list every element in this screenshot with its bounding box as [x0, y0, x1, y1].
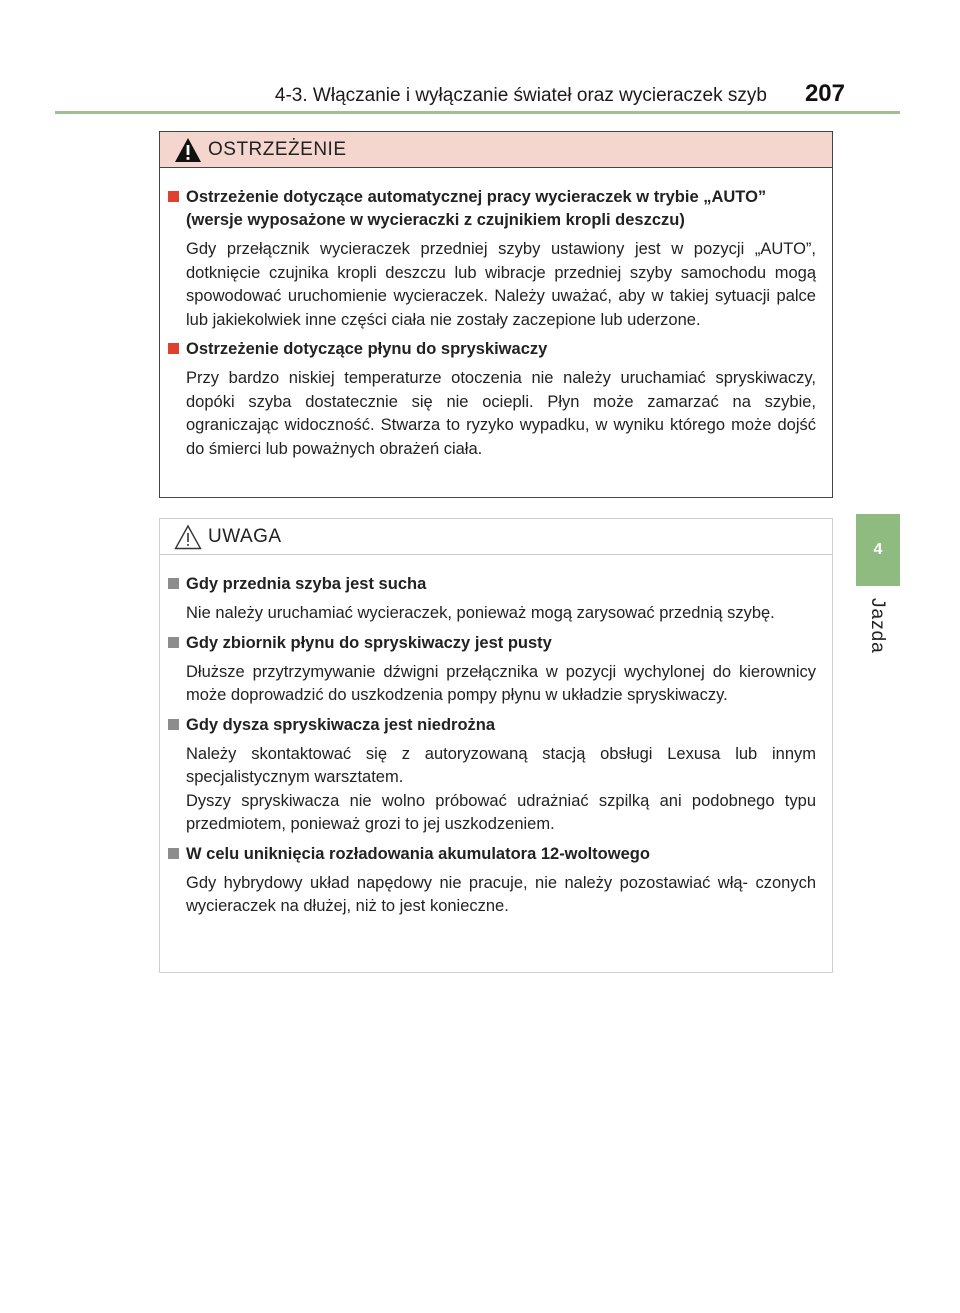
note-item-title: Gdy zbiornik płynu do spryskiwaczy jest pusty: [168, 632, 816, 655]
warning-item-title: Ostrzeżenie dotyczące płynu do spryskiwaczy: [168, 338, 816, 361]
page-header: [0, 80, 845, 108]
gray-square-icon: [168, 719, 179, 730]
warning-header: [160, 132, 832, 168]
gray-square-icon: [168, 578, 179, 589]
note-item-title: Gdy dysza spryskiwacza jest niedrożna: [168, 714, 816, 737]
caution-triangle-icon: [174, 524, 202, 550]
note-item-text: Nie należy uruchamiać wycieraczek, ponieważ mogą zarysować przednią szybę.: [186, 604, 775, 622]
note-item-title: W celu uniknięcia rozładowania akumulatora 12-woltowego: [168, 843, 816, 866]
warning-heading: OSTRZEŻENIE: [208, 139, 347, 160]
note-heading: UWAGA: [208, 526, 282, 547]
warning-triangle-icon: [174, 137, 202, 163]
gray-square-icon: [168, 848, 179, 859]
header-divider: [55, 111, 900, 114]
note-item-title: Gdy przednia szyba jest sucha: [168, 573, 816, 596]
section-title: 4-3. Włączanie i wyłączanie świateł oraz wycieraczek szyb: [274, 85, 767, 106]
warning-box: [159, 131, 833, 498]
warning-item-text: Gdy przełącznik wycieraczek przedniej szyby ustawiony jest w pozycji „AUTO”, dotknięcie czujnika kropli deszczu lub wibracje przedniej szyby samochodu mogą spowodować uruchomienie wycieraczek. Należy uważać, aby w takiej sytuacji palce lub jakiekolwiek inne części ciała nie zostały zaczepione lub uderzone.: [186, 240, 816, 329]
page-number: 207: [804, 80, 845, 107]
note-item-text: Dłuższe przytrzymywanie dźwigni przełącznika w pozycji wychylonej do kierownicy może doprowadzić do uszkodzenia pompy płynu w układzie spryskiwaczy.: [186, 662, 816, 704]
gray-square-icon: [168, 637, 179, 648]
note-body: [160, 555, 832, 919]
red-square-icon: [168, 191, 179, 202]
note-box: [159, 518, 833, 973]
warning-item-text: Przy bardzo niskiej temperaturze otoczenia nie należy uruchamiać spryskiwaczy, dopóki szyba dostatecznie się nie ociepli. Płyn może zamarzać na szybie, ograniczając widoczność. Stwarza to ryzyko wypadku, w wyniku którego może dojść do śmierci lub poważnych obrażeń ciała.: [186, 369, 816, 458]
chapter-tab[interactable]: 4: [856, 514, 900, 586]
note-item-text: Należy skontaktować się z autoryzowaną stacją obsługi Lexusa lub innym specjalistycznym warsztatem. Dyszy spryskiwacza nie wolno próbować udrażniać szpilką ani podobnego typu przedmiotem, ponieważ grozi to jej uszkodzeniem.: [186, 744, 816, 833]
chapter-label: Jazda: [867, 598, 888, 654]
warning-body: [160, 168, 832, 461]
red-square-icon: [168, 343, 179, 354]
note-item-text: Gdy hybrydowy układ napędowy nie pracuje, nie należy pozostawiać włą- czonych wycieraczek na dłużej, niż to jest konieczne.: [186, 873, 816, 915]
note-header: [160, 519, 832, 555]
warning-item-title: Ostrzeżenie dotyczące automatycznej pracy wycieraczek w trybie „AUTO” (wersje wyposażone w wycieraczki z czujnikiem kropli deszczu): [168, 186, 816, 232]
